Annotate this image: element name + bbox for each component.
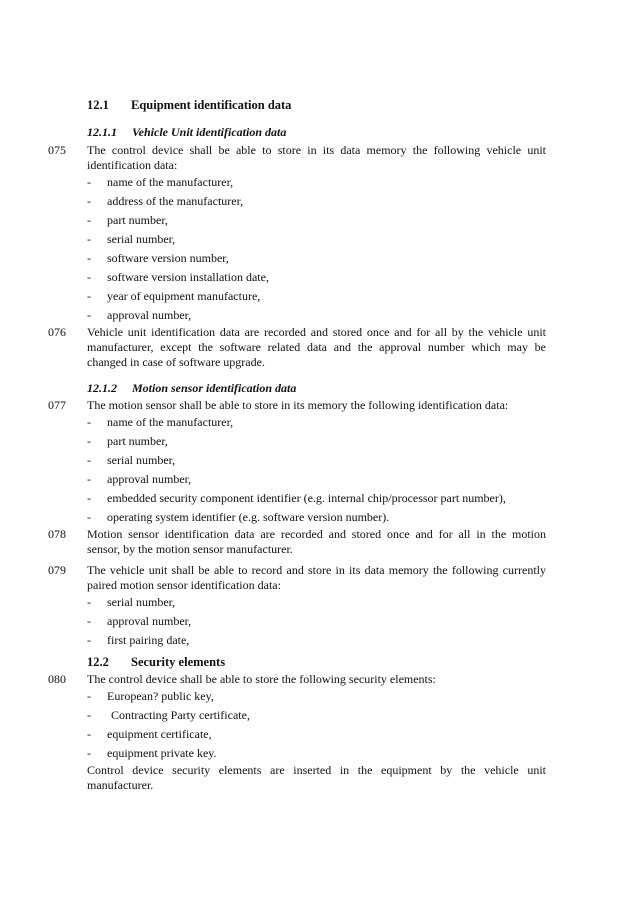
requirement-number-076: 076 [48,325,66,339]
requirement-078-line-1: Motion sensor identification data are recorded and stored once and for all in the motion [87,527,546,541]
requirement-075-line-1: The control device shall be able to store in its data memory the following vehicle unit [87,143,546,157]
requirement-080-line-1: The control device shall be able to store the following security elements: [87,672,436,686]
requirement-075-line-2: identification data: [87,158,178,172]
section-number: 12.1 [87,98,109,112]
requirement-079-line-2: paired motion sensor identification data: [87,578,281,592]
subsection-number: 12.1.1 [87,125,117,139]
requirement-077-line-1: The motion sensor shall be able to store in its memory the following identification data: [87,398,509,412]
requirement-number-075: 075 [48,143,66,157]
requirement-080-closing-line-1: Control device security elements are inserted in the equipment by the vehicle unit [87,763,546,777]
requirement-number-080: 080 [48,672,66,686]
subsection-heading-12-1-2 [87,380,296,397]
subsection-number: 12.1.2 [87,381,117,395]
requirement-number-078: 078 [48,527,66,541]
section-title: Security elements [131,655,226,669]
section-heading-12-1 [87,97,291,114]
requirement-076-line-2: manufacturer, except the software related data and the approval number which may be [87,340,546,354]
subsection-heading-12-1-1 [87,124,286,141]
requirement-076-line-3: changed in case of software upgrade. [87,355,265,369]
requirement-080-closing-line-2: manufacturer. [87,778,154,792]
requirement-078-line-2: sensor, by the motion sensor manufacturer. [87,542,293,556]
section-number: 12.2 [87,655,109,669]
requirement-number-077: 077 [48,398,66,412]
requirement-079-line-1: The vehicle unit shall be able to record and store in its data memory the following currently [87,563,546,577]
section-title: Equipment identification data [131,98,292,112]
subsection-title: Motion sensor identification data [132,381,297,395]
document-page: 12.1 Equipment identification data 12.1.1 Vehicle Unit identification data 075 The control device shall be able to store in its data memory the following vehicle unit identification data: - name of the manufacturer, - address of the manufacturer, - part number, - serial number, - software version number, - software version installation date, - year of equipment manufacture, - approval number, 076 Vehicle unit identification data are recorded and stored once and for all by the vehicle unit manufacturer, except the software related data and the approval number which may be changed in case of software upgrade. 12.1.2 Motion sensor identification data 077 The motion sensor shall be able to store in its memory the following identification data: - name of the manufacturer, - part number, - serial number, - approval number, - embedded security component identifier (e.g. internal chip/processor part number), - operating system identifier (e.g. software version number). 078 Motion sensor identification data are recorded and stored once and for all in the motion sensor, by the motion sensor manufacturer. 079 The vehicle unit shall be able to record and store in its data memory the following currently paired motion sensor identification data: - serial number, - approval number, - first pairing date, 12.2 Security elements 080 The control device shall be able to store the following security elements: - European? public key, - Contracting Party certificate, - equipment certificate, - equipment private key. Control device security elements are inserted in the equipment by the vehicle unit manufacturer. [48,98,546,792]
requirement-076-line-1: Vehicle unit identification data are recorded and stored once and for all by the vehicle unit [87,325,546,339]
section-heading-12-2 [87,654,225,671]
subsection-title: Vehicle Unit identification data [132,125,287,139]
requirement-number-079: 079 [48,563,66,577]
